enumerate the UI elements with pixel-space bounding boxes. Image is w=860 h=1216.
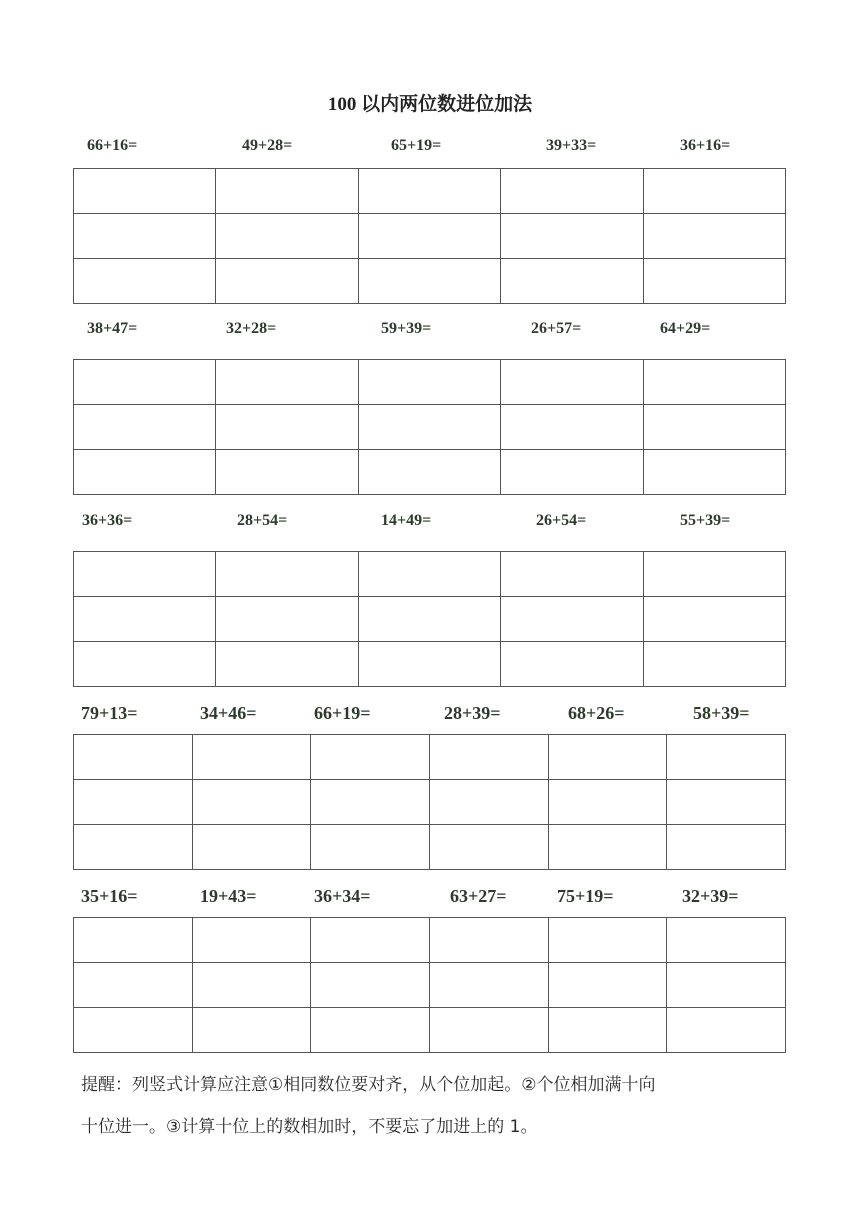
answer-cell[interactable] — [192, 1008, 311, 1053]
answer-cell[interactable] — [216, 552, 358, 597]
answer-cell[interactable] — [74, 259, 216, 304]
reminder-line-1: 提醒：列竖式计算应注意①相同数位要对齐，从个位加起。②个位相加满十向 — [81, 1075, 656, 1095]
answer-cell[interactable] — [548, 780, 667, 825]
answer-cell[interactable] — [358, 214, 500, 259]
problem-label: 65+19= — [391, 137, 442, 154]
answer-cell[interactable] — [358, 642, 500, 687]
answer-cell[interactable] — [643, 214, 785, 259]
answer-cell[interactable] — [667, 918, 786, 963]
answer-cell[interactable] — [501, 552, 643, 597]
answer-cell[interactable] — [501, 259, 643, 304]
answer-cell[interactable] — [74, 825, 193, 870]
answer-cell[interactable] — [501, 405, 643, 450]
answer-cell[interactable] — [311, 780, 430, 825]
problem-label: 75+19= — [557, 886, 614, 906]
answer-cell[interactable] — [429, 735, 548, 780]
problem-label: 26+54= — [536, 512, 587, 529]
problem-label: 66+16= — [87, 137, 138, 154]
answer-cell[interactable] — [358, 360, 500, 405]
answer-cell[interactable] — [216, 597, 358, 642]
problem-label: 19+43= — [200, 886, 257, 906]
problem-label: 55+39= — [680, 512, 731, 529]
answer-cell[interactable] — [192, 918, 311, 963]
problem-label: 38+47= — [87, 320, 138, 337]
answer-cell[interactable] — [429, 1008, 548, 1053]
problem-label: 28+39= — [444, 703, 501, 723]
answer-cell[interactable] — [429, 918, 548, 963]
problem-label: 36+16= — [680, 137, 731, 154]
problem-label: 35+16= — [81, 886, 138, 906]
answer-cell[interactable] — [74, 918, 193, 963]
answer-cell[interactable] — [74, 1008, 193, 1053]
answer-cell[interactable] — [643, 552, 785, 597]
problem-label: 79+13= — [81, 703, 138, 723]
answer-cell[interactable] — [501, 450, 643, 495]
problem-label: 36+34= — [314, 886, 371, 906]
answer-cell[interactable] — [74, 450, 216, 495]
answer-cell[interactable] — [643, 450, 785, 495]
answer-grid — [73, 359, 786, 495]
answer-cell[interactable] — [74, 780, 193, 825]
answer-cell[interactable] — [311, 963, 430, 1008]
answer-cell[interactable] — [358, 405, 500, 450]
answer-cell[interactable] — [311, 825, 430, 870]
answer-cell[interactable] — [74, 405, 216, 450]
problem-label: 14+49= — [381, 512, 432, 529]
answer-cell[interactable] — [311, 735, 430, 780]
problem-label: 68+26= — [568, 703, 625, 723]
answer-cell[interactable] — [192, 780, 311, 825]
answer-cell[interactable] — [667, 1008, 786, 1053]
answer-cell[interactable] — [548, 825, 667, 870]
answer-cell[interactable] — [643, 169, 785, 214]
answer-grid — [73, 734, 786, 870]
answer-cell[interactable] — [429, 963, 548, 1008]
answer-cell[interactable] — [548, 918, 667, 963]
answer-cell[interactable] — [501, 642, 643, 687]
problem-label: 59+39= — [381, 320, 432, 337]
answer-cell[interactable] — [74, 963, 193, 1008]
problem-label: 66+19= — [314, 703, 371, 723]
answer-cell[interactable] — [667, 963, 786, 1008]
answer-cell[interactable] — [643, 642, 785, 687]
answer-cell[interactable] — [74, 642, 216, 687]
answer-grid — [73, 168, 786, 304]
answer-cell[interactable] — [74, 214, 216, 259]
answer-cell[interactable] — [192, 963, 311, 1008]
problem-label: 58+39= — [693, 703, 750, 723]
answer-cell[interactable] — [216, 450, 358, 495]
answer-cell[interactable] — [74, 735, 193, 780]
answer-cell[interactable] — [74, 360, 216, 405]
problem-label: 32+39= — [682, 886, 739, 906]
answer-cell[interactable] — [216, 360, 358, 405]
answer-cell[interactable] — [192, 825, 311, 870]
answer-cell[interactable] — [667, 825, 786, 870]
answer-cell[interactable] — [643, 597, 785, 642]
problem-label: 32+28= — [226, 320, 277, 337]
answer-cell[interactable] — [643, 259, 785, 304]
answer-cell[interactable] — [429, 825, 548, 870]
problem-label: 34+46= — [200, 703, 257, 723]
answer-cell[interactable] — [548, 1008, 667, 1053]
answer-cell[interactable] — [548, 735, 667, 780]
answer-cell[interactable] — [667, 735, 786, 780]
answer-cell[interactable] — [216, 169, 358, 214]
answer-cell[interactable] — [501, 169, 643, 214]
answer-cell[interactable] — [216, 405, 358, 450]
problem-label: 49+28= — [242, 137, 293, 154]
answer-cell[interactable] — [311, 1008, 430, 1053]
answer-cell[interactable] — [501, 360, 643, 405]
reminder-line-2: 十位进一。③计算十位上的数相加时，不要忘了加进上的 1。 — [81, 1117, 538, 1137]
answer-cell[interactable] — [358, 552, 500, 597]
answer-cell[interactable] — [643, 360, 785, 405]
answer-cell[interactable] — [501, 214, 643, 259]
problem-label: 36+36= — [82, 512, 133, 529]
worksheet-title: 100 以内两位数进位加法 — [327, 94, 533, 115]
answer-grid — [73, 551, 786, 687]
answer-cell[interactable] — [358, 450, 500, 495]
answer-cell[interactable] — [429, 780, 548, 825]
problem-label: 28+54= — [237, 512, 288, 529]
problem-label: 64+29= — [660, 320, 711, 337]
answer-cell[interactable] — [358, 169, 500, 214]
problem-label: 26+57= — [531, 320, 582, 337]
problem-label: 39+33= — [546, 137, 597, 154]
answer-cell[interactable] — [74, 597, 216, 642]
answer-cell[interactable] — [501, 597, 643, 642]
answer-grid — [73, 917, 786, 1053]
problem-label: 63+27= — [450, 886, 507, 906]
answer-cell[interactable] — [216, 214, 358, 259]
answer-cell[interactable] — [358, 597, 500, 642]
answer-cell[interactable] — [643, 405, 785, 450]
answer-cell[interactable] — [667, 780, 786, 825]
answer-cell[interactable] — [216, 259, 358, 304]
answer-cell[interactable] — [548, 963, 667, 1008]
answer-cell[interactable] — [192, 735, 311, 780]
answer-cell[interactable] — [311, 918, 430, 963]
answer-cell[interactable] — [74, 169, 216, 214]
answer-cell[interactable] — [216, 642, 358, 687]
answer-cell[interactable] — [74, 552, 216, 597]
answer-cell[interactable] — [358, 259, 500, 304]
